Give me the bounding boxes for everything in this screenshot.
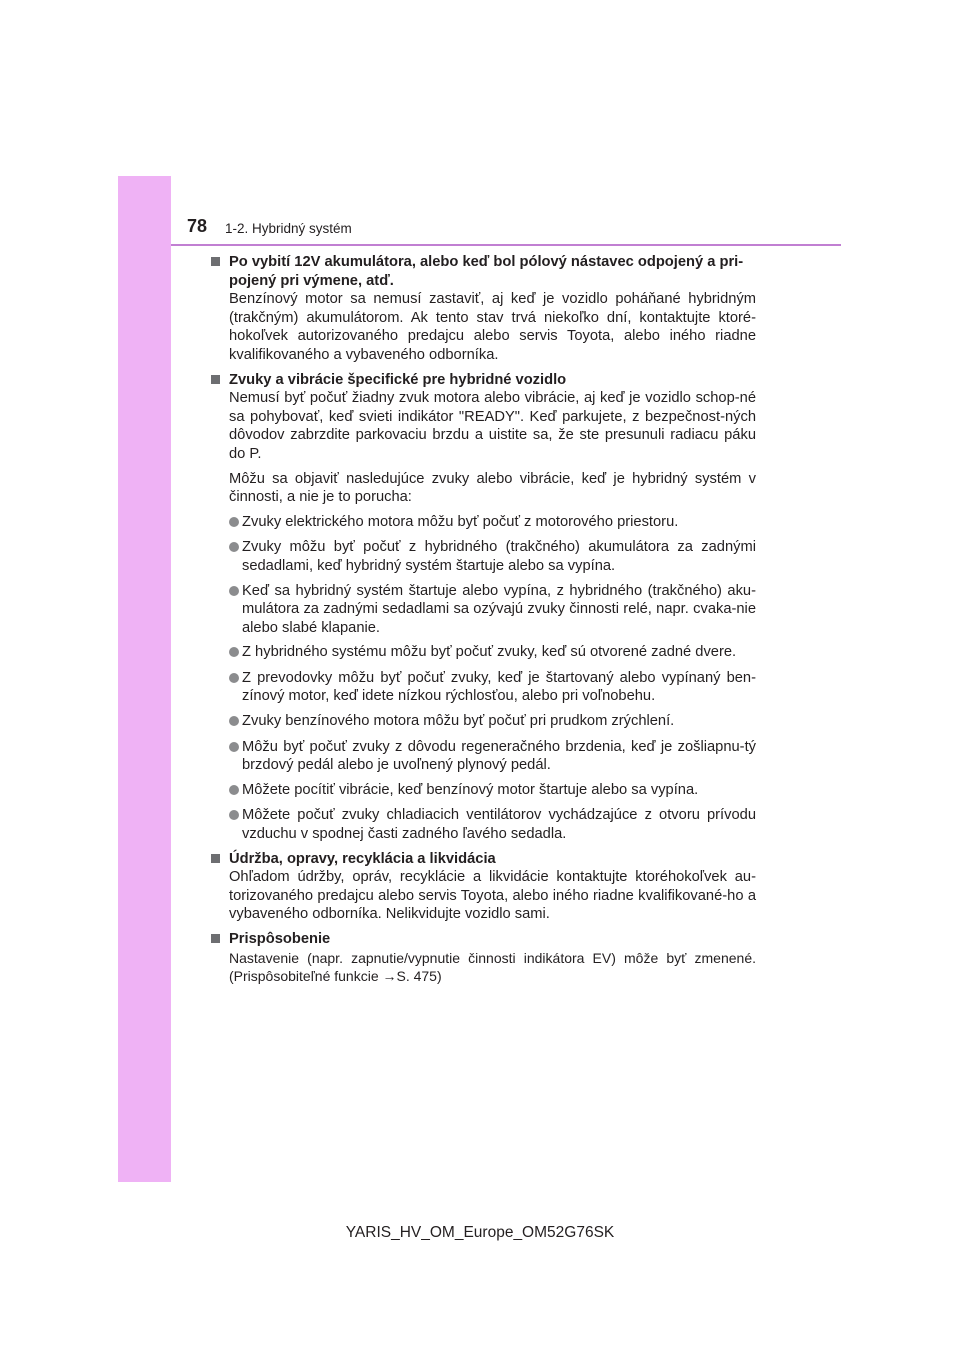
section-customization	[211, 930, 756, 986]
list-item-text: Môžete počuť zvuky chladiacich ventilátorov vychádzajúce z otvoru prívodu vzduchu v spodnej časti zadného ľavého sedadla.	[242, 807, 756, 843]
paragraph: Nemusí byť počuť žiadny zvuk motora alebo vibrácie, aj keď je vozidlo schop-né sa pohybovať, keď svieti indikátor "READY". Keď parkujete, z bezpečnost-ných dôvodov zabrzdite parkovaciu brzdu a uistite sa, že ste presunuli radiacu páku do P.	[229, 390, 756, 462]
section-heading	[211, 850, 756, 869]
paragraph: Ohľadom údržby, opráv, recyklácie a likvidácie kontaktujte ktoréhokoľvek au-torizovaného predajcu alebo servis Toyota, alebo iného riadne kvalifikované-ho a vybaveného odborníka. Nelikvidujte vozidlo sami.	[229, 869, 756, 923]
section-heading-text: Údržba, opravy, recyklácia a likvidácia	[229, 850, 496, 867]
section-square-icon	[211, 371, 229, 390]
list-item-text: Môžu byť počuť zvuky z dôvodu regeneračného brzdenia, keď je zošliapnu-tý brzdový pedál alebo je uvoľnený plynový pedál.	[242, 738, 756, 774]
bullet-circle-icon	[229, 712, 242, 732]
document-code: YARIS_HV_OM_Europe_OM52G76SK	[345, 1224, 615, 1241]
bullet-circle-icon	[229, 781, 242, 801]
bullet-circle-icon	[229, 513, 242, 533]
list-item-text: Môžete pocítiť vibrácie, keď benzínový motor štartuje alebo sa vypína.	[242, 781, 699, 798]
list-item	[229, 781, 756, 801]
section-heading	[211, 930, 756, 949]
list-item	[229, 806, 756, 843]
section-12v-battery	[211, 253, 756, 365]
list-item	[229, 513, 756, 533]
list-item-text: Zvuky môžu byť počuť z hybridného (trakčného) akumulátora za zadnými sedadlami, keď hybridný systém štartuje alebo sa vypína.	[242, 539, 756, 574]
section-heading	[211, 253, 756, 290]
list-item-text: Z prevodovky môžu byť počuť zvuky, keď je štartovaný alebo vypínaný ben-zínový motor, keď idete nízkou rýchlosťou, alebo pri voľnobehu.	[242, 669, 756, 705]
section-sounds-vibrations	[211, 371, 756, 844]
section-heading-text: Zvuky a vibrácie špecifické pre hybridné vozidlo	[229, 371, 567, 388]
section-heading-text: Po vybití 12V akumulátora, alebo keď bol pólový nástavec odpojený a pri-pojený pri výmene, atď.	[229, 254, 744, 289]
section-square-icon	[211, 930, 229, 949]
page-content	[211, 253, 756, 992]
list-item-text: Zvuky benzínového motora môžu byť počuť pri prudkom zrýchlení.	[242, 713, 675, 730]
paragraph-page-reference: Nastavenie (napr. zapnutie/vypnutie činnosti indikátora EV) môže byť zmenené. (Prispôsobiteľné funkcie →S. 475)	[229, 949, 756, 985]
header-rule	[171, 244, 841, 246]
paragraph: Môžu sa objaviť nasledujúce zvuky alebo vibrácie, keď je hybridný systém v činnosti, a nie je to porucha:	[229, 470, 756, 506]
section-title: 1-2. Hybridný systém	[225, 221, 352, 236]
list-item	[229, 669, 756, 706]
bullet-circle-icon	[229, 643, 242, 663]
bullet-circle-icon	[229, 669, 242, 706]
bullet-circle-icon	[229, 582, 242, 638]
section-maintenance	[211, 850, 756, 924]
section-heading-text: Prispôsobenie	[229, 931, 331, 947]
list-item-text: Z hybridného systému môžu byť počuť zvuky, keď sú otvorené zadné dvere.	[242, 644, 737, 661]
section-square-icon	[211, 850, 229, 869]
chapter-side-bar	[118, 176, 171, 1182]
list-item-text: Zvuky elektrického motora môžu byť počuť z motorového priestoru.	[242, 513, 679, 530]
bullet-circle-icon	[229, 738, 242, 775]
list-item-text: Keď sa hybridný systém štartuje alebo vypína, z hybridného (trakčného) aku-mulátora za zadnými sedadlami sa ozývajú zvuky činnosti relé, napr. cvaka-nie alebo slabé klapanie.	[242, 582, 756, 636]
list-item	[229, 738, 756, 775]
list-item	[229, 643, 756, 663]
bullet-circle-icon	[229, 806, 242, 843]
list-item	[229, 712, 756, 732]
paragraph: Benzínový motor sa nemusí zastaviť, aj keď je vozidlo poháňané hybridným (trakčným) akumulátorom. Ak tento stav trvá niekoľko dní, kontaktujte ktoré-hokoľvek autorizovaného predajcu alebo servis Toyota, alebo iného riadne kvalifikovaného a vybaveného odborníka.	[229, 291, 756, 363]
section-heading	[211, 371, 756, 390]
list-item	[229, 582, 756, 638]
list-item	[229, 538, 756, 575]
section-square-icon	[211, 253, 229, 290]
page-number: 78	[187, 216, 208, 236]
bullet-circle-icon	[229, 538, 242, 575]
